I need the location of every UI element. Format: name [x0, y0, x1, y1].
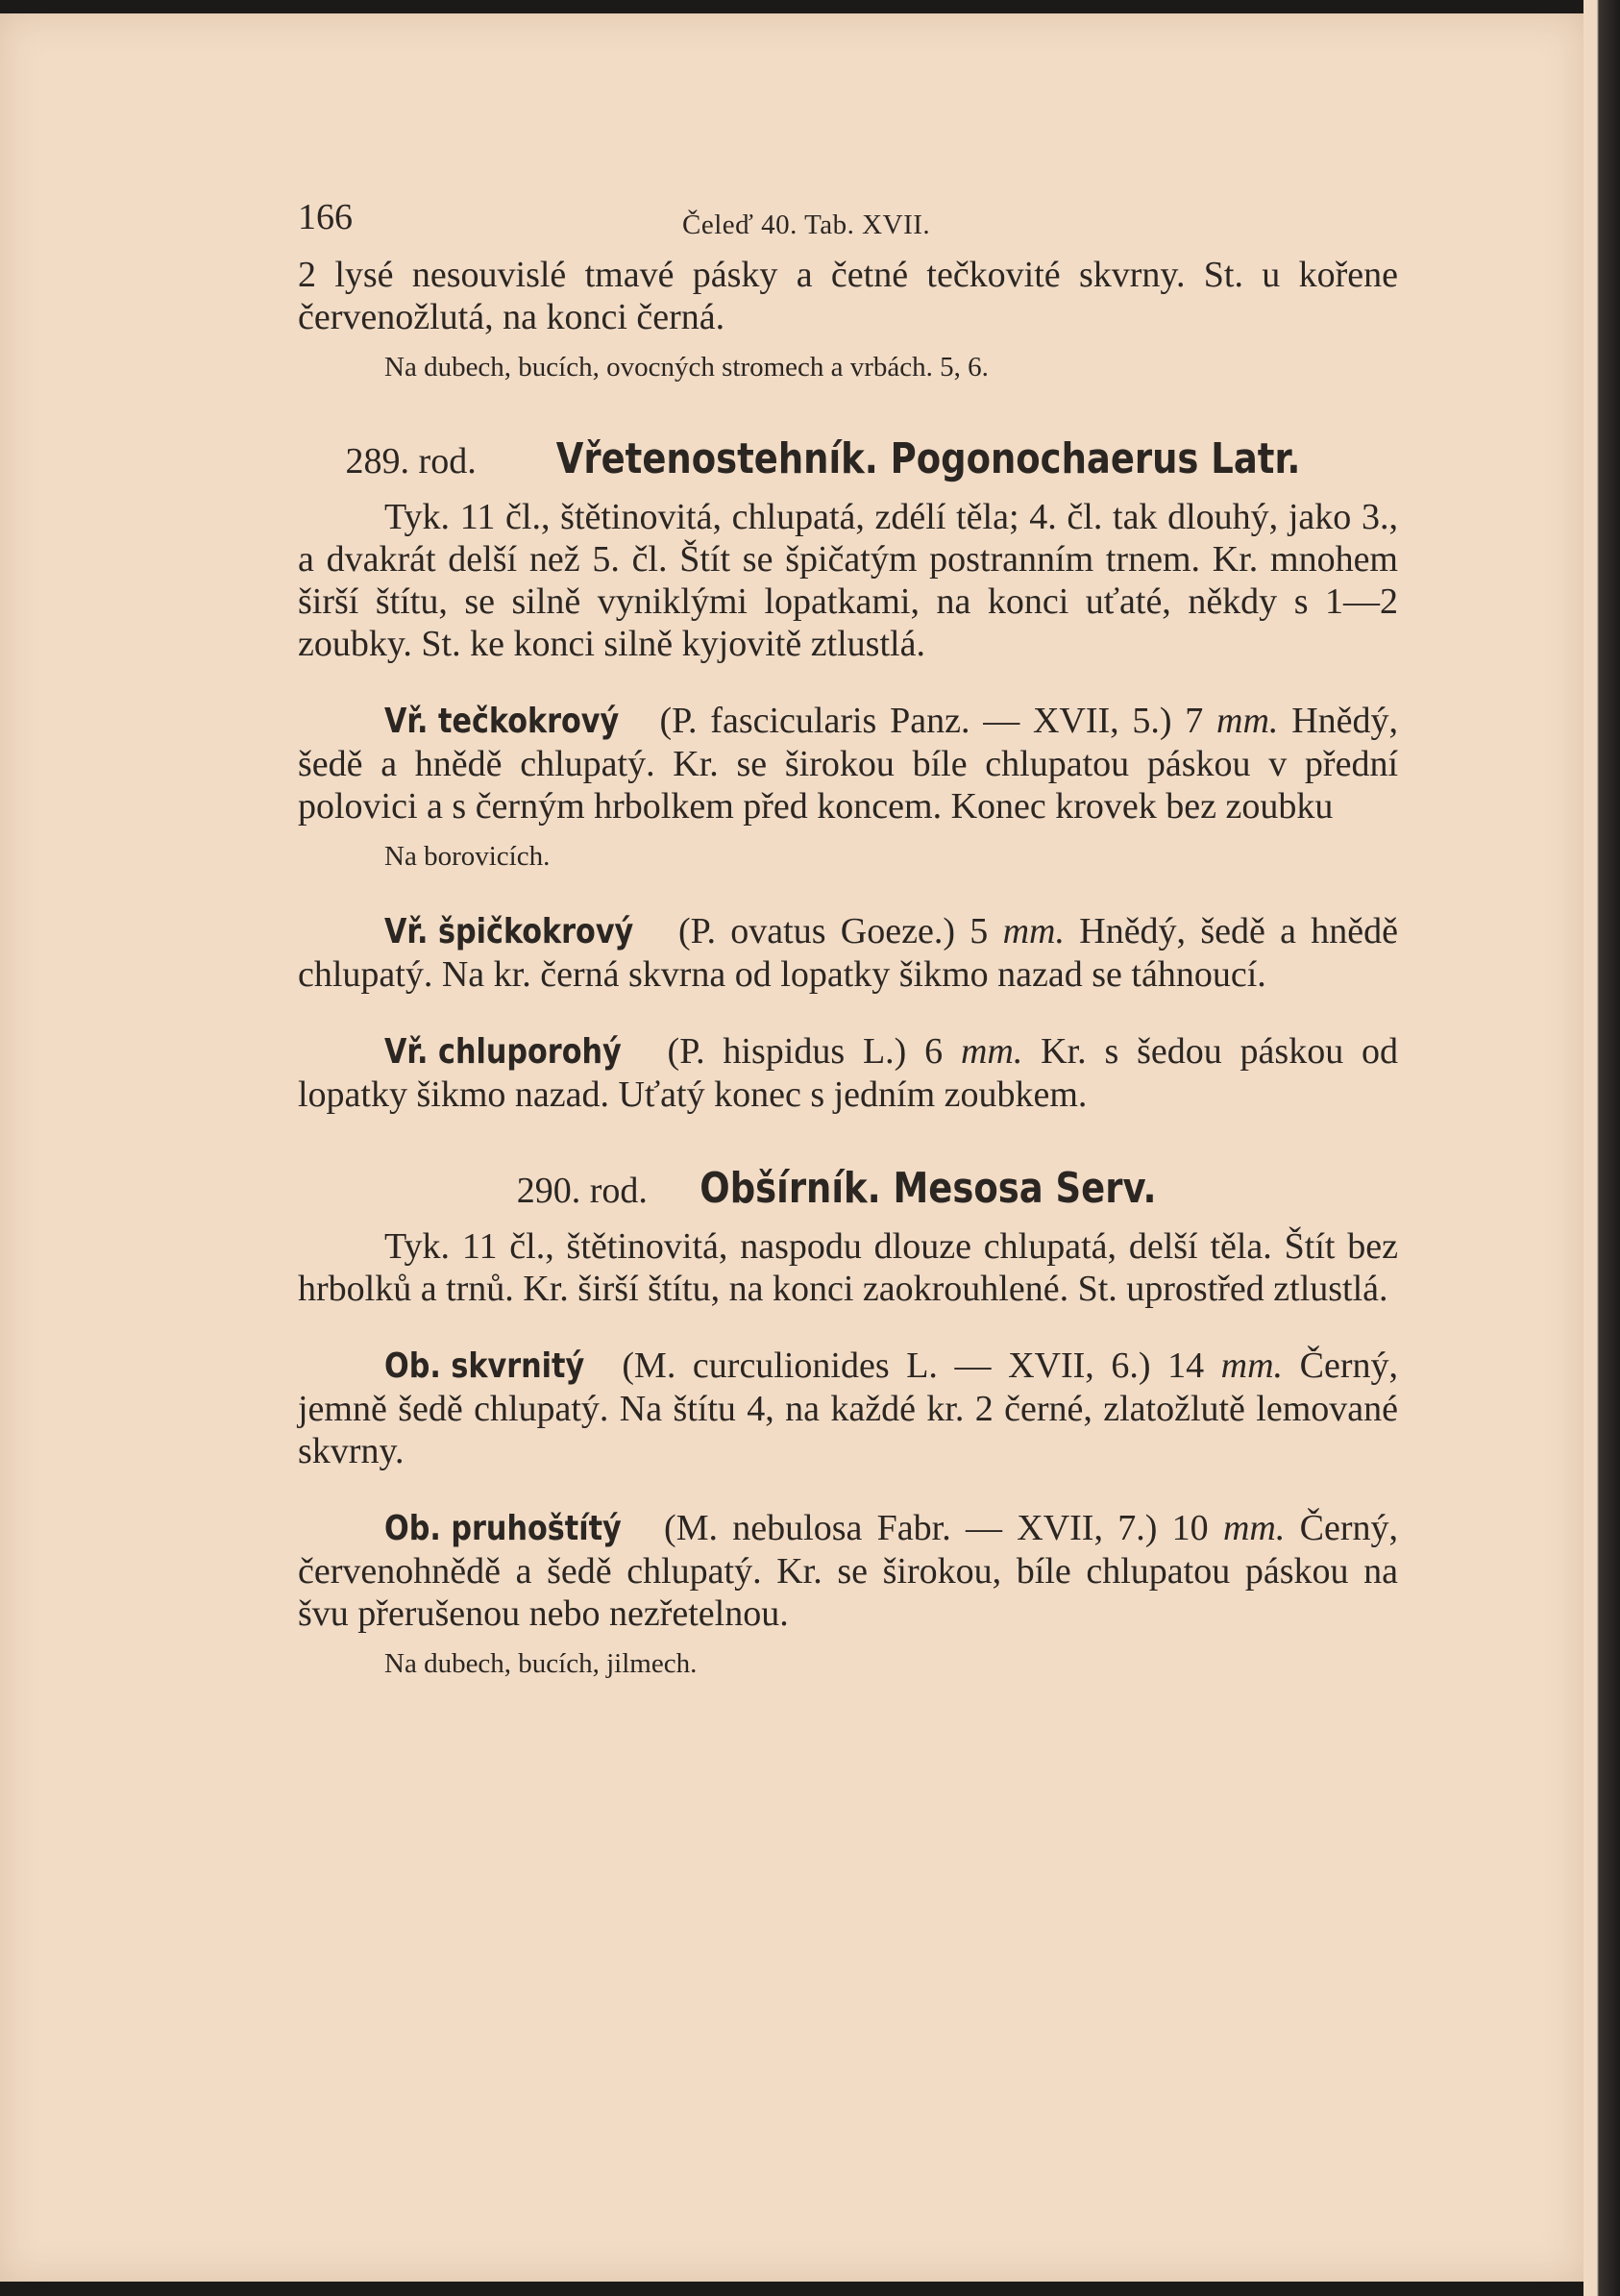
genus-description: Tyk. 11 čl., štětinovitá, naspodu dlouze chlupatá, delší těla. Štít bez hrbolků a trnů. Kr. širší štítu, na konci zaokrouhlené. St. uprostřed ztlustlá. [298, 1226, 1398, 1309]
genus-description: Tyk. 11 čl., štětinovitá, chlupatá, zdélí těla; 4. čl. tak dlouhý, jako 3., a dvakrát delší než 5. čl. Štít se špičatým postranním trnem. Kr. mnohem širší štítu, se silně vyniklými lopatkami, na konci uťaté, někdy s 1—2 zoubky. St. ke konci silně kyjovitě ztlustlá. [298, 497, 1398, 664]
genus-heading-290 [298, 1164, 1398, 1213]
species-name: Ob. pruhoštítý [384, 1509, 622, 1548]
genus-name: Vřetenostehník. Pogonochaerus Latr. [555, 434, 1301, 483]
locality-note: Na dubech, bucích, ovocných stromech a vrbách. 5, 6. [384, 352, 989, 383]
genus-heading-289 [298, 434, 1398, 483]
genus-number: 289. rod. [345, 441, 477, 481]
species-entry: Vř. chluporohý (P. hispidus L.) 6 mm. Kr. s šedou páskou od lopatky šikmo nazad. Uťatý konec s jedním zoubkem. [298, 1031, 1399, 1115]
page-number: 166 [298, 197, 353, 237]
locality-note: Na borovicích. [384, 841, 551, 872]
locality-note: Na dubech, bucích, jilmech. [384, 1648, 698, 1679]
genus-number: 290. rod. [516, 1171, 648, 1211]
book-page [0, 13, 1583, 2282]
species-entry: Ob. pruhoštítý (M. nebulosa Fabr. — XVII, 7.) 10 mm. Černý, červenohnědě a šedě chlupatý. Kr. se širokou, bíle chlupatou páskou na švu přerušenou nebo nezřetelnou. [298, 1508, 1399, 1634]
page-edge [1583, 0, 1620, 2296]
header-title: Čeleď 40. Tab. XVII. [682, 210, 931, 240]
species-entry: Vř. tečkokrový (P. fascicularis Panz. — XVII, 5.) 7 mm. Hnědý, šedě a hnědě chlupatý. Kr. se širokou bíle chlupatou páskou v přední polovici a s černým hrbolkem před koncem. Konec krovek bez zoubku [298, 701, 1398, 827]
species-name: Vř. tečkokrový [384, 702, 620, 741]
species-name: Ob. skvrnitý [384, 1346, 585, 1386]
species-entry: Vř. špičkokrový (P. ovatus Goeze.) 5 mm. Hnědý, šedě a hnědě chlupatý. Na kr. černá skvrna od lopatky šikmo nazad se táhnoucí. [298, 911, 1399, 995]
species-entry: Ob. skvrnitý (M. curculionides L. — XVII, 6.) 14 mm. Černý, jemně šedě chlupatý. Na štítu 4, na každé kr. 2 černé, zlatožlutě lemované skvrny. [298, 1346, 1399, 1471]
genus-name: Obšírník. Mesosa Serv. [700, 1164, 1157, 1213]
species-name: Vř. chluporohý [384, 1032, 622, 1072]
running-head [298, 177, 1398, 254]
paragraph-continued: 2 lysé nesouvislé tmavé pásky a četné tečkovité skvrny. St. u kořene červenožlutá, na konci černá. [298, 255, 1398, 337]
page-content [298, 177, 1398, 1683]
species-name: Vř. špičkokrový [384, 912, 634, 951]
